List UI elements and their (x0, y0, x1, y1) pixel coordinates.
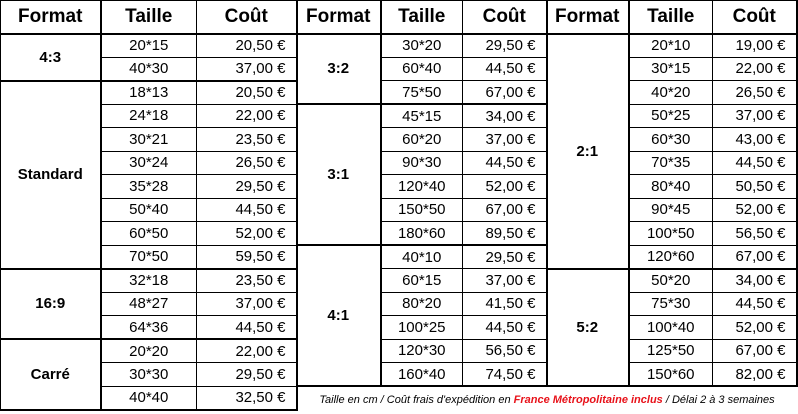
cost-cell: 37,00 € (463, 269, 547, 293)
size-cell: 24*18 (101, 104, 197, 128)
cost-cell: 41,50 € (463, 292, 547, 316)
size-cell: 100*40 (629, 316, 713, 340)
table-row (1, 81, 297, 105)
size-cell: 30*30 (101, 363, 197, 387)
size-cell: 120*60 (629, 245, 713, 269)
size-cell: 20*20 (101, 339, 197, 363)
size-cell: 120*40 (381, 175, 463, 199)
cost-cell: 37,00 € (197, 57, 297, 81)
size-cell: 90*45 (629, 198, 713, 222)
cost-cell: 23,50 € (197, 269, 297, 293)
format-cell: 4:1 (297, 245, 381, 386)
size-cell: 35*28 (101, 175, 197, 199)
header-taille: Taille (101, 1, 197, 34)
cost-cell: 29,50 € (197, 363, 297, 387)
header-row (1, 1, 297, 34)
cost-cell: 29,50 € (197, 175, 297, 199)
size-cell: 180*60 (381, 222, 463, 246)
size-cell: 64*36 (101, 316, 197, 340)
cost-cell: 59,50 € (197, 245, 297, 269)
size-cell: 50*40 (101, 198, 197, 222)
footnote-highlight: France Métropolitaine inclus (513, 394, 663, 406)
cost-cell: 43,00 € (713, 128, 797, 152)
header-format: Format (547, 1, 629, 34)
size-cell: 50*25 (629, 104, 713, 128)
size-cell: 30*24 (101, 151, 197, 175)
footnote-text: Taille en cm / Coût frais d'expédition en (319, 394, 514, 406)
table-row (297, 245, 547, 269)
table-row (297, 34, 547, 58)
cost-cell: 44,50 € (713, 151, 797, 175)
price-table-2 (296, 0, 548, 387)
price-table-1 (0, 0, 298, 411)
cost-cell: 37,00 € (713, 104, 797, 128)
header-cout: Coût (197, 1, 297, 34)
size-cell: 20*15 (101, 34, 197, 58)
cost-cell: 67,00 € (463, 81, 547, 105)
format-cell: Carré (1, 339, 101, 410)
cost-cell: 56,50 € (713, 222, 797, 246)
cost-cell: 19,00 € (713, 34, 797, 58)
footnote-delay: / Délai 2 à 3 semaines (662, 394, 775, 406)
format-cell: Standard (1, 81, 101, 269)
size-cell: 75*50 (381, 81, 463, 105)
size-cell: 150*50 (381, 198, 463, 222)
size-cell: 40*20 (629, 81, 713, 105)
cost-cell: 44,50 € (463, 316, 547, 340)
cost-cell: 52,00 € (197, 222, 297, 246)
format-cell: 2:1 (547, 34, 629, 269)
price-table-3 (546, 0, 798, 387)
cost-cell: 44,50 € (463, 57, 547, 81)
size-cell: 60*15 (381, 269, 463, 293)
cost-cell: 52,00 € (463, 175, 547, 199)
size-cell: 125*50 (629, 339, 713, 363)
cost-cell: 32,50 € (197, 386, 297, 410)
cost-cell: 82,00 € (713, 363, 797, 387)
cost-cell: 22,00 € (197, 104, 297, 128)
format-cell: 16:9 (1, 269, 101, 340)
size-cell: 30*20 (381, 34, 463, 58)
footnote (298, 389, 796, 412)
cost-cell: 29,50 € (463, 34, 547, 58)
header-taille: Taille (629, 1, 713, 34)
header-taille: Taille (381, 1, 463, 34)
cost-cell: 67,00 € (463, 198, 547, 222)
cost-cell: 20,50 € (197, 81, 297, 105)
header-row (547, 1, 797, 34)
size-cell: 20*10 (629, 34, 713, 58)
table-row (297, 104, 547, 128)
cost-cell: 44,50 € (197, 198, 297, 222)
table-row (1, 34, 297, 58)
format-cell: 5:2 (547, 269, 629, 387)
cost-cell: 26,50 € (197, 151, 297, 175)
size-cell: 30*15 (629, 57, 713, 81)
size-cell: 40*30 (101, 57, 197, 81)
table-row (1, 269, 297, 293)
header-cout: Coût (713, 1, 797, 34)
cost-cell: 89,50 € (463, 222, 547, 246)
table-row (547, 269, 797, 293)
cost-cell: 20,50 € (197, 34, 297, 58)
size-cell: 70*50 (101, 245, 197, 269)
size-cell: 60*20 (381, 128, 463, 152)
cost-cell: 74,50 € (463, 363, 547, 387)
format-cell: 4:3 (1, 34, 101, 81)
size-cell: 32*18 (101, 269, 197, 293)
size-cell: 160*40 (381, 363, 463, 387)
size-cell: 40*10 (381, 245, 463, 269)
cost-cell: 52,00 € (713, 316, 797, 340)
cost-cell: 22,00 € (713, 57, 797, 81)
size-cell: 30*21 (101, 128, 197, 152)
size-cell: 45*15 (381, 104, 463, 128)
size-cell: 60*50 (101, 222, 197, 246)
size-cell: 100*50 (629, 222, 713, 246)
size-cell: 80*20 (381, 292, 463, 316)
table-row (547, 34, 797, 58)
size-cell: 120*30 (381, 339, 463, 363)
header-cout: Coût (463, 1, 547, 34)
cost-cell: 67,00 € (713, 339, 797, 363)
format-cell: 3:2 (297, 34, 381, 105)
cost-cell: 44,50 € (197, 316, 297, 340)
size-cell: 60*30 (629, 128, 713, 152)
size-cell: 18*13 (101, 81, 197, 105)
format-cell: 3:1 (297, 104, 381, 245)
size-cell: 100*25 (381, 316, 463, 340)
cost-cell: 34,00 € (713, 269, 797, 293)
table-row (1, 339, 297, 363)
cost-cell: 29,50 € (463, 245, 547, 269)
cost-cell: 44,50 € (713, 292, 797, 316)
size-cell: 60*40 (381, 57, 463, 81)
cost-cell: 22,00 € (197, 339, 297, 363)
size-cell: 48*27 (101, 292, 197, 316)
cost-cell: 37,00 € (197, 292, 297, 316)
cost-cell: 37,00 € (463, 128, 547, 152)
cost-cell: 56,50 € (463, 339, 547, 363)
cost-cell: 52,00 € (713, 198, 797, 222)
cost-cell: 67,00 € (713, 245, 797, 269)
header-row (297, 1, 547, 34)
cost-cell: 50,50 € (713, 175, 797, 199)
size-cell: 75*30 (629, 292, 713, 316)
size-cell: 70*35 (629, 151, 713, 175)
cost-cell: 44,50 € (463, 151, 547, 175)
cost-cell: 34,00 € (463, 104, 547, 128)
size-cell: 90*30 (381, 151, 463, 175)
header-format: Format (297, 1, 381, 34)
size-cell: 150*60 (629, 363, 713, 387)
cost-cell: 23,50 € (197, 128, 297, 152)
size-cell: 50*20 (629, 269, 713, 293)
header-format: Format (1, 1, 101, 34)
size-cell: 80*40 (629, 175, 713, 199)
size-cell: 40*40 (101, 386, 197, 410)
cost-cell: 26,50 € (713, 81, 797, 105)
